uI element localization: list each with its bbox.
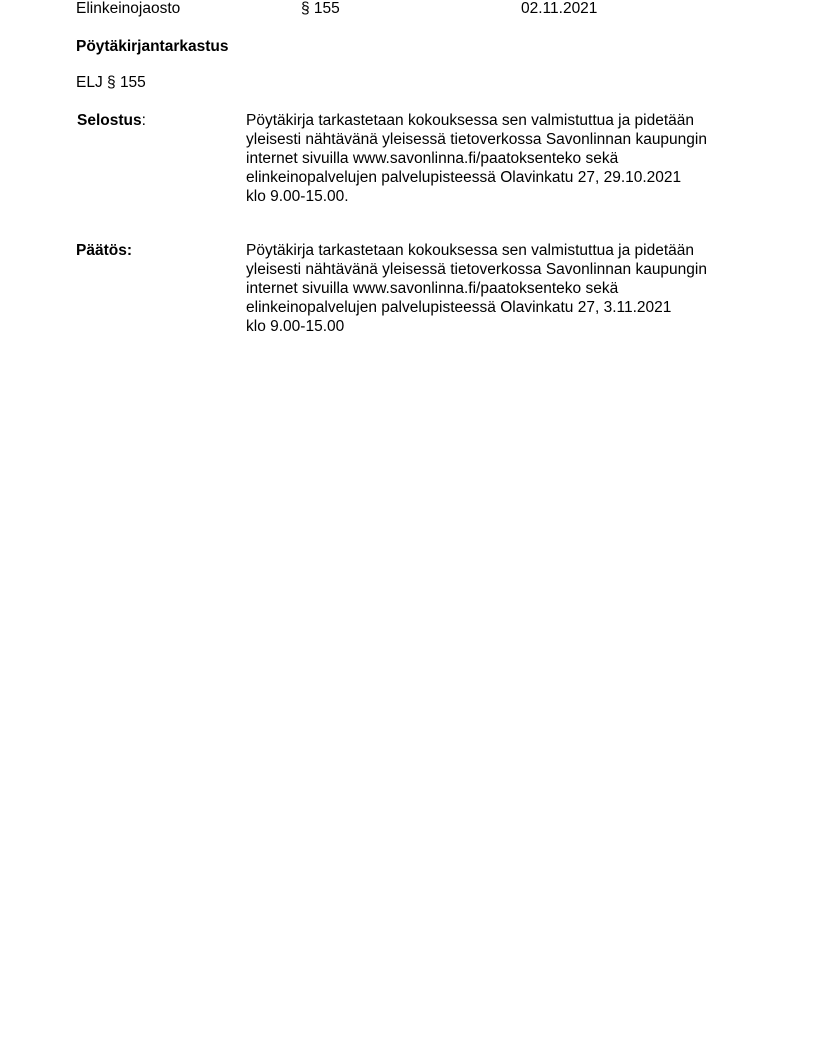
selostus-line: internet sivuilla www.savonlinna.fi/paatoksenteko sekä — [246, 150, 619, 167]
selostus-label-colon: : — [141, 112, 146, 129]
selostus-line: yleisesti nähtävänä yleisessä tietoverkossa Savonlinnan kaupungin — [246, 131, 707, 148]
section-reference: ELJ § 155 — [76, 74, 146, 91]
paatos-line: yleisesti nähtävänä yleisessä tietoverkossa Savonlinnan kaupungin — [246, 261, 707, 278]
selostus-line: Pöytäkirja tarkastetaan kokouksessa sen valmistuttua ja pidetään — [246, 112, 695, 129]
document-title: Pöytäkirjantarkastus — [76, 38, 229, 55]
paatos-label: Päätös: — [76, 242, 132, 259]
header-section-number: § 155 — [301, 0, 340, 17]
paatos-line: Pöytäkirja tarkastetaan kokouksessa sen valmistuttua ja pidetään — [246, 242, 695, 259]
header-committee: Elinkeinojaosto — [76, 0, 181, 17]
paatos-line: internet sivuilla www.savonlinna.fi/paatoksenteko sekä — [246, 280, 619, 297]
paatos-line: klo 9.00-15.00 — [246, 318, 345, 335]
header-date: 02.11.2021 — [521, 0, 598, 17]
selostus-line: elinkeinopalvelujen palvelupisteessä Olavinkatu 27, 29.10.2021 — [246, 169, 682, 186]
selostus-body — [246, 111, 766, 206]
selostus-line: klo 9.00-15.00. — [246, 188, 349, 205]
paatos-line: elinkeinopalvelujen palvelupisteessä Olavinkatu 27, 3.11.2021 — [246, 299, 672, 316]
selostus-label — [77, 111, 146, 130]
selostus-label-text: Selostus — [77, 112, 142, 129]
paatos-body — [246, 241, 766, 336]
document-header — [0, 0, 816, 20]
